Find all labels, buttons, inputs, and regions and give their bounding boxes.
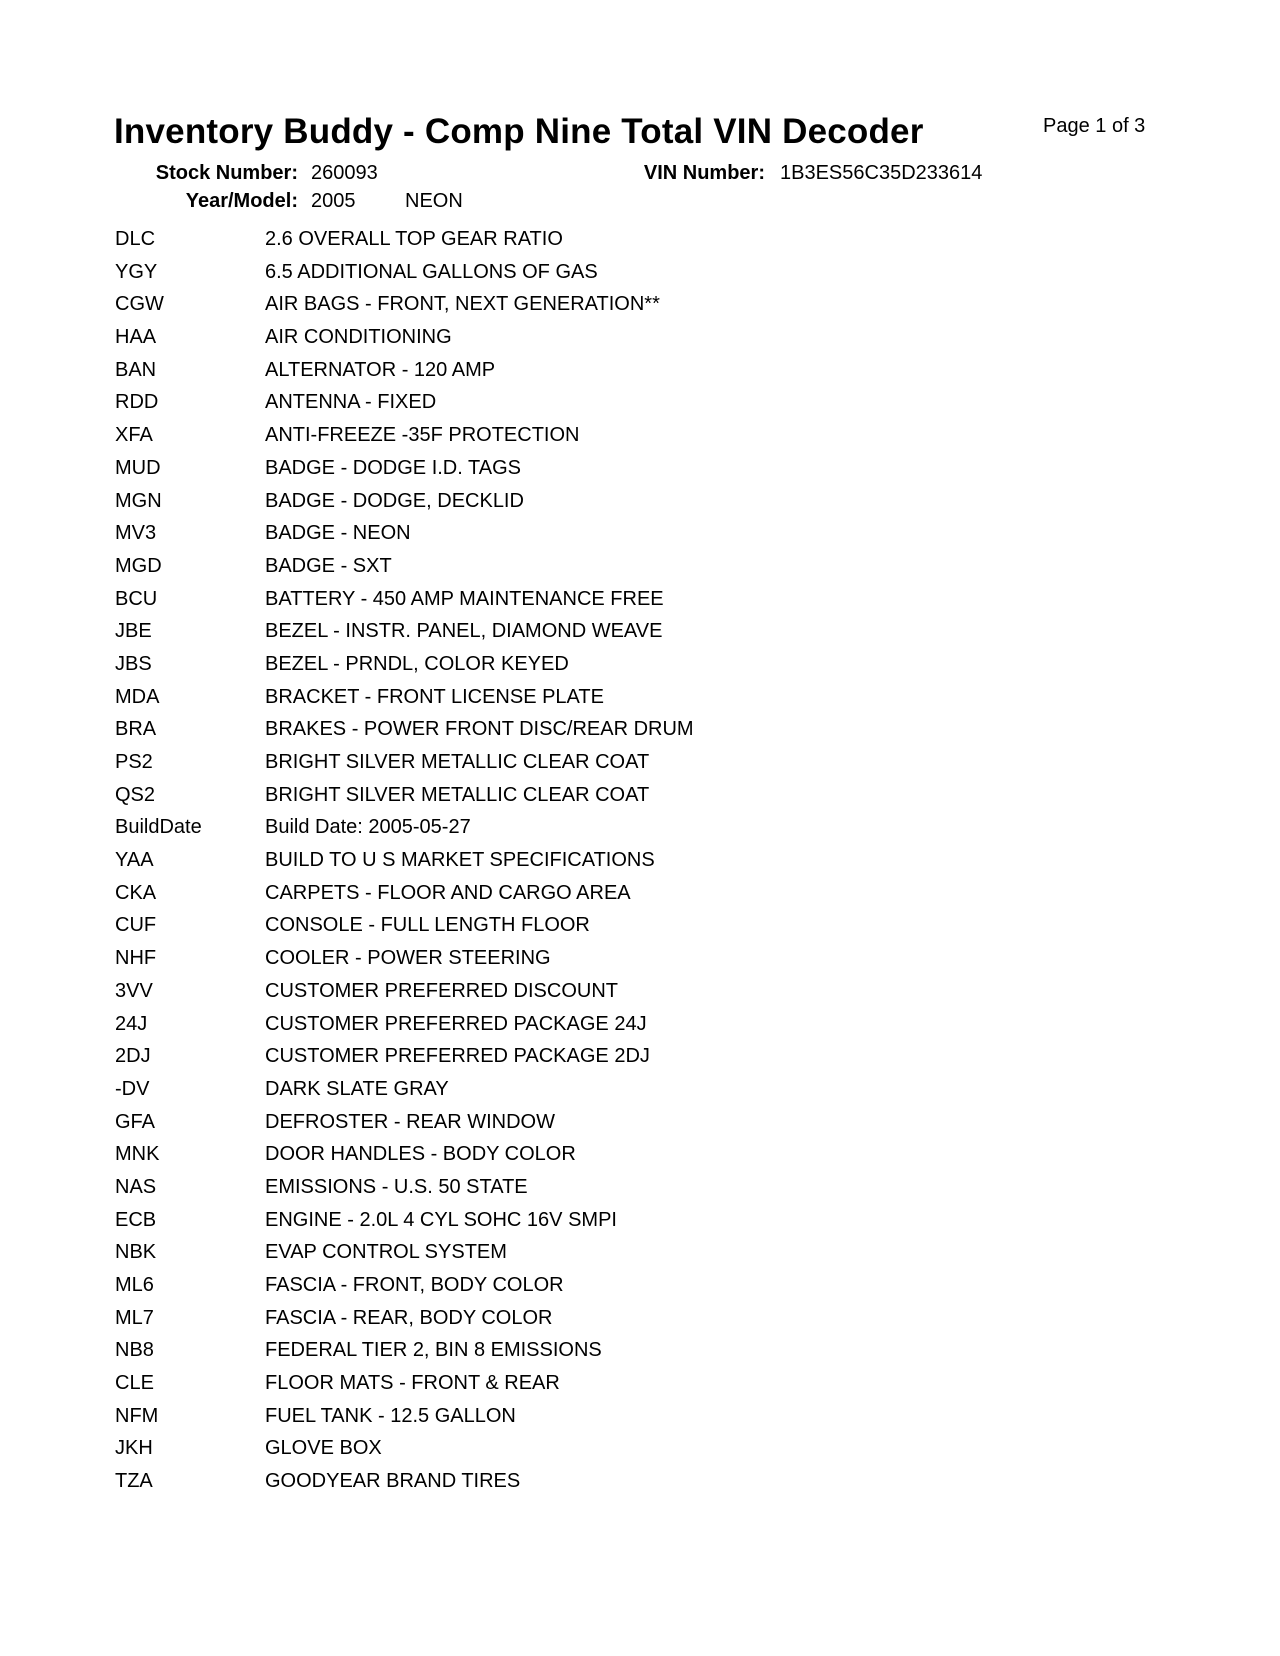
option-row <box>115 1307 1015 1340</box>
option-row <box>115 1437 1015 1470</box>
option-description: EVAP CONTROL SYSTEM <box>265 1241 507 1264</box>
option-row <box>115 588 1015 621</box>
option-row <box>115 1045 1015 1078</box>
option-code: YAA <box>115 849 154 872</box>
option-code: ML7 <box>115 1306 154 1329</box>
option-row <box>115 1209 1015 1242</box>
option-code: CGW <box>115 293 164 316</box>
option-code: ECB <box>115 1208 157 1231</box>
option-code: MNK <box>115 1143 160 1166</box>
option-row <box>115 522 1015 555</box>
option-row <box>115 1372 1015 1405</box>
option-description: CONSOLE - FULL LENGTH FLOOR <box>265 914 590 937</box>
option-description: DEFROSTER - REAR WINDOW <box>265 1110 555 1133</box>
option-code: DLC <box>115 228 156 250</box>
option-description: COOLER - POWER STEERING <box>265 947 551 970</box>
option-code: CUF <box>115 914 157 937</box>
report-title: Inventory Buddy - Comp Nine Total VIN Decoder <box>114 112 924 151</box>
option-code: ML6 <box>115 1274 154 1296</box>
option-description: BADGE - SXT <box>265 554 392 577</box>
option-row <box>115 228 1015 261</box>
option-description: FLOOR MATS - FRONT & REAR <box>265 1372 560 1395</box>
option-description: 6.5 ADDITIONAL GALLONS OF GAS <box>265 260 598 283</box>
option-code: NBK <box>115 1241 157 1264</box>
option-description: ALTERNATOR - 120 AMP <box>265 358 496 381</box>
option-row <box>115 261 1015 294</box>
option-row <box>115 816 1015 849</box>
option-row <box>115 620 1015 653</box>
option-row <box>115 391 1015 424</box>
option-description: BEZEL - INSTR. PANEL, DIAMOND WEAVE <box>265 620 663 643</box>
option-row <box>115 980 1015 1013</box>
option-description: Build Date: 2005-05-27 <box>265 816 471 839</box>
option-row <box>115 718 1015 751</box>
option-description: BUILD TO U S MARKET SPECIFICATIONS <box>265 849 655 872</box>
option-code: MGD <box>115 554 162 577</box>
option-code: JBS <box>115 652 152 675</box>
option-code: BRA <box>115 718 157 741</box>
option-description: FASCIA - FRONT, BODY COLOR <box>265 1274 564 1296</box>
option-code: NFM <box>115 1404 159 1427</box>
option-row <box>115 424 1015 457</box>
option-description: DARK SLATE GRAY <box>265 1077 449 1100</box>
option-code: GFA <box>115 1110 156 1133</box>
option-row <box>115 653 1015 686</box>
option-row <box>115 686 1015 719</box>
option-row <box>115 784 1015 817</box>
year-model-label: Year/Model: <box>185 190 298 212</box>
option-code: PS2 <box>115 751 153 773</box>
option-description: BRAKES - POWER FRONT DISC/REAR DRUM <box>265 718 694 741</box>
option-description: BRACKET - FRONT LICENSE PLATE <box>265 685 604 708</box>
option-row <box>115 1078 1015 1111</box>
option-description: 2.6 OVERALL TOP GEAR RATIO <box>265 228 563 250</box>
option-description: FASCIA - REAR, BODY COLOR <box>265 1306 553 1329</box>
year-value: 2005 <box>311 190 356 212</box>
option-code: XFA <box>115 424 153 447</box>
option-code: YGY <box>115 260 158 283</box>
option-row <box>115 1405 1015 1438</box>
option-code: CLE <box>115 1372 154 1395</box>
option-code: MUD <box>115 456 161 479</box>
option-row <box>115 457 1015 490</box>
option-code-list <box>115 228 1015 1503</box>
stock-number-label: Stock Number: <box>155 162 298 184</box>
option-code: NAS <box>115 1175 157 1198</box>
option-description: GOODYEAR BRAND TIRES <box>265 1470 521 1493</box>
option-description: BADGE - DODGE, DECKLID <box>265 489 524 512</box>
option-description: BRIGHT SILVER METALLIC CLEAR COAT <box>265 751 650 773</box>
option-code: MGN <box>115 489 162 512</box>
model-value: NEON <box>405 190 463 212</box>
option-code: BCU <box>115 587 158 610</box>
option-code: JKH <box>115 1437 153 1460</box>
option-code: BAN <box>115 358 157 381</box>
option-row <box>115 1176 1015 1209</box>
option-code: 3VV <box>115 979 153 1002</box>
option-description: DOOR HANDLES - BODY COLOR <box>265 1143 576 1166</box>
option-code: MDA <box>115 685 160 708</box>
option-description: CUSTOMER PREFERRED PACKAGE 2DJ <box>265 1045 650 1068</box>
option-description: BRIGHT SILVER METALLIC CLEAR COAT <box>265 783 650 806</box>
option-code: QS2 <box>115 783 156 806</box>
option-code: BuildDate <box>115 816 202 839</box>
option-description: ENGINE - 2.0L 4 CYL SOHC 16V SMPI <box>265 1208 617 1231</box>
option-description: FUEL TANK - 12.5 GALLON <box>265 1404 516 1427</box>
option-description: BEZEL - PRNDL, COLOR KEYED <box>265 652 569 675</box>
option-row <box>115 1143 1015 1176</box>
option-row <box>115 1339 1015 1372</box>
option-code: 24J <box>115 1012 148 1035</box>
option-code: CKA <box>115 881 157 904</box>
option-row <box>115 555 1015 588</box>
page-number: Page 1 of 3 <box>1043 115 1146 137</box>
vin-number-label: VIN Number: <box>643 162 765 184</box>
option-description: ANTENNA - FIXED <box>265 391 437 414</box>
option-description: BADGE - DODGE I.D. TAGS <box>265 456 521 479</box>
option-description: CUSTOMER PREFERRED PACKAGE 24J <box>265 1012 647 1035</box>
option-description: FEDERAL TIER 2, BIN 8 EMISSIONS <box>265 1339 602 1362</box>
option-code: RDD <box>115 391 159 414</box>
option-row <box>115 914 1015 947</box>
option-code: MV3 <box>115 522 157 545</box>
option-description: CUSTOMER PREFERRED DISCOUNT <box>265 979 618 1002</box>
option-row <box>115 751 1015 784</box>
option-code: -DV <box>115 1077 150 1100</box>
option-row <box>115 1111 1015 1144</box>
option-row <box>115 359 1015 392</box>
option-row <box>115 490 1015 523</box>
option-description: CARPETS - FLOOR AND CARGO AREA <box>265 881 631 904</box>
option-description: BATTERY - 450 AMP MAINTENANCE FREE <box>265 587 664 610</box>
option-code: NHF <box>115 947 157 970</box>
option-description: EMISSIONS - U.S. 50 STATE <box>265 1175 528 1198</box>
option-row <box>115 849 1015 882</box>
option-row <box>115 1013 1015 1046</box>
option-row <box>115 1274 1015 1307</box>
option-row <box>115 293 1015 326</box>
option-code: JBE <box>115 620 152 643</box>
option-description: AIR BAGS - FRONT, NEXT GENERATION** <box>265 293 660 316</box>
option-description: ANTI-FREEZE -35F PROTECTION <box>265 424 580 447</box>
option-description: BADGE - NEON <box>265 522 411 545</box>
option-row <box>115 882 1015 915</box>
option-row <box>115 326 1015 359</box>
option-code: NB8 <box>115 1339 154 1362</box>
option-code: TZA <box>115 1470 153 1493</box>
option-row <box>115 1470 1015 1503</box>
option-description: AIR CONDITIONING <box>265 326 452 349</box>
option-code: 2DJ <box>115 1045 151 1068</box>
option-row <box>115 1241 1015 1274</box>
option-code: HAA <box>115 326 157 349</box>
vin-number-value: 1B3ES56C35D233614 <box>780 162 983 184</box>
stock-number-value: 260093 <box>311 162 378 184</box>
option-row <box>115 947 1015 980</box>
option-description: GLOVE BOX <box>265 1437 382 1460</box>
